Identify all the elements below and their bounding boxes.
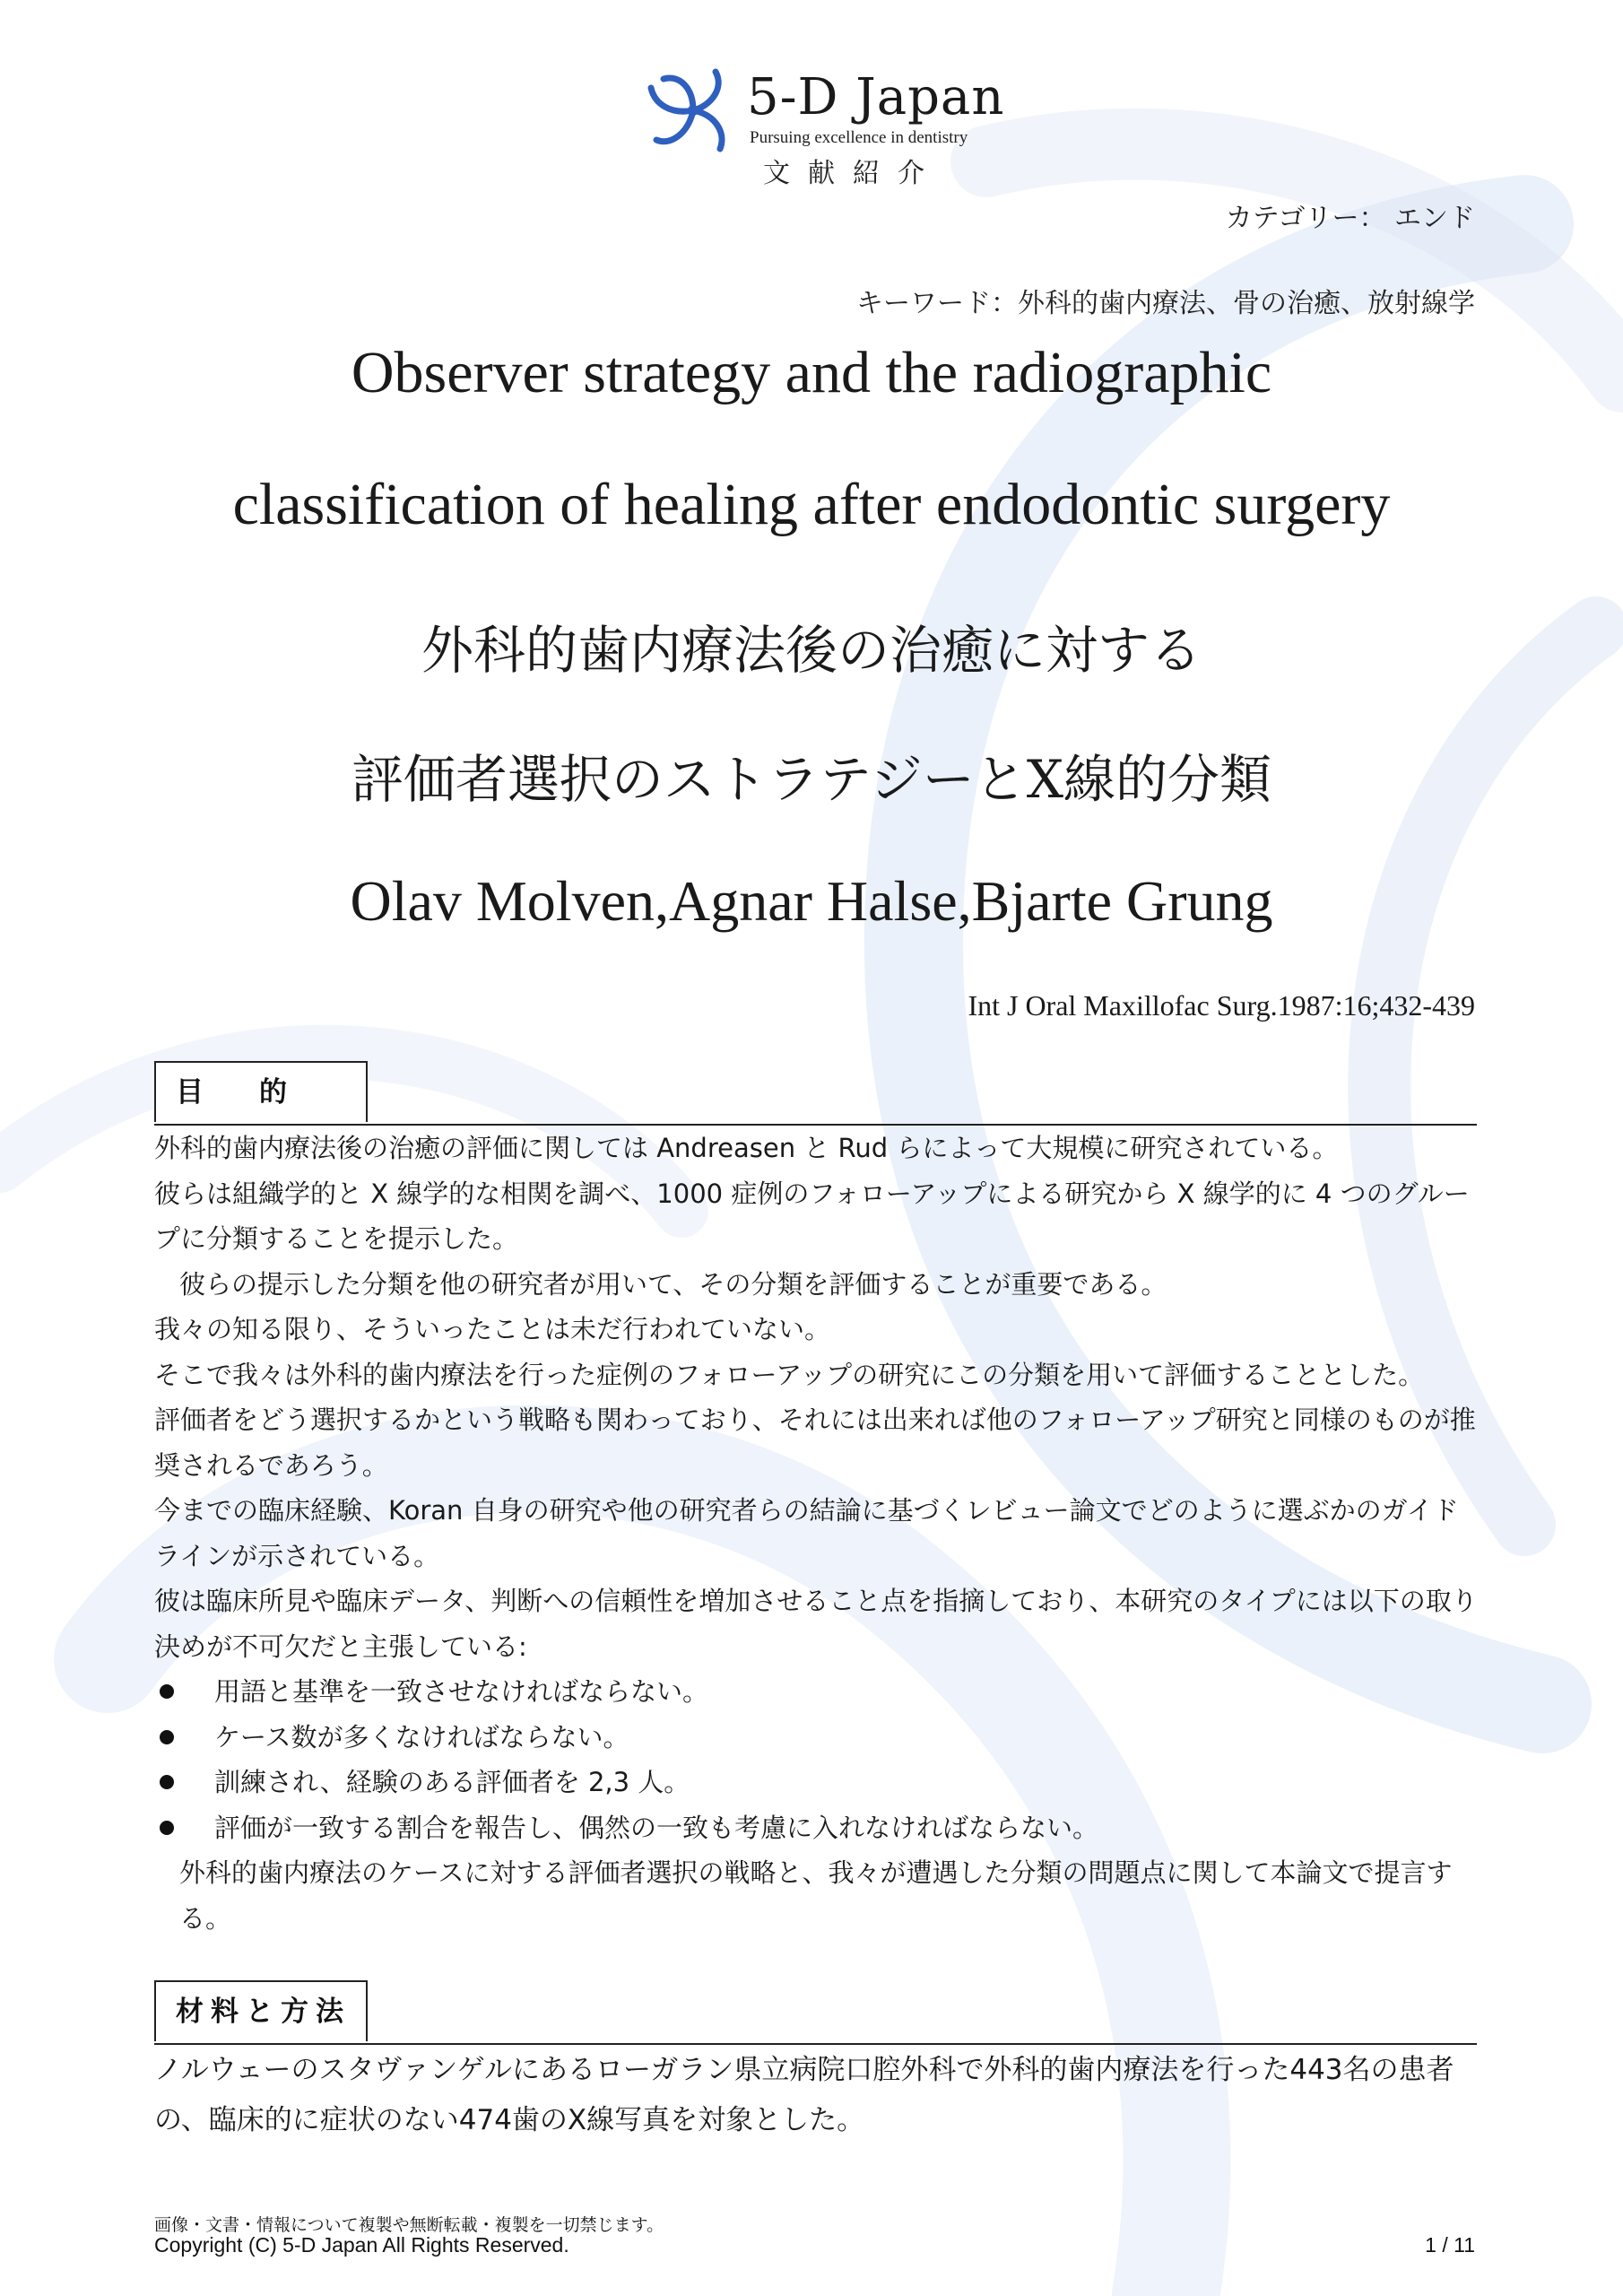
bullet-item: 用語と基準を一致させなければならない。: [154, 1669, 1481, 1715]
bullet-item: ケース数が多くなければならない。: [154, 1715, 1481, 1761]
journal-citation: Int J Oral Maxillofac Surg.1987:16;432-439: [968, 989, 1475, 1022]
paragraph: 我々の知る限り、そういったことは未だ行われていない。: [154, 1314, 831, 1344]
authors: Olav Molven,Agnar Halse,Bjarte Grung: [350, 869, 1273, 933]
paragraph: 外科的歯内療法のケースに対する評価者選択の戦略と、我々が遭遇した分類の問題点に関して本論文で提言する。: [179, 1857, 1453, 1934]
paragraph: 彼らは組織学的と X 線学的な相関を調べ、1000 症例のフォローアップによる研究から X 線学的に 4 つのグループに分類することを提示した。: [154, 1178, 1470, 1254]
bullet-item: 訓練され、経験のある評価者を 2,3 人。: [154, 1760, 1481, 1805]
purpose-body: [154, 1126, 1481, 1941]
title-ja-line2: 評価者選択のストラテジーとX線的分類: [351, 749, 1272, 810]
paragraph: 今までの臨床経験、Koran 自身の研究や他の研究者らの結論に基づくレビュー論文でどのように選ぶかのガイドラインが示されている。: [154, 1495, 1459, 1571]
title-ja-line1: 外科的歯内療法後の治癒に対する: [421, 620, 1202, 681]
title-en-line1: Observer strategy and the radiographic: [351, 340, 1272, 405]
paragraph: 評価者をどう選択するかという戦略も関わっており、それには出来れば他のフォローアップ研究と同様のものが推奨されるであろう。: [154, 1405, 1476, 1481]
logo-name: 5-D Japan: [747, 68, 1005, 126]
logo: [644, 61, 1005, 196]
footer-notice: 画像・文書・情報について複製や無断転載・複製を一切禁じます。: [154, 2215, 664, 2235]
paragraph: そこで我々は外科的歯内療法を行った症例のフォローアップの研究にこの分類を用いて評価することとした。: [154, 1359, 1425, 1390]
methods-body: [154, 2045, 1481, 2145]
bullet-dot-icon: [160, 1821, 174, 1835]
logo-subtitle: 文献紹介: [763, 158, 942, 189]
footer-copyright: Copyright (C) 5-D Japan All Rights Reserved.: [154, 2233, 569, 2257]
paragraph: 外科的歯内療法後の治癒の評価に関しては Andreasen と Rud らによって大規模に研究されている。: [154, 1133, 1339, 1163]
bullet-dot-icon: [160, 1730, 174, 1744]
logo-flower-icon: [644, 61, 742, 160]
section-heading-label: 材料と方法: [176, 1996, 351, 2028]
section-heading-box: [154, 1061, 368, 1122]
keywords-label: キーワード：外科的歯内療法、骨の治癒、放射線学: [856, 288, 1475, 319]
section-heading-label: 目的: [176, 1076, 343, 1109]
paragraph: 彼は臨床所見や臨床データ、判断への信頼性を増加させること点を指摘しており、本研究のタイプには以下の取り決めが不可欠だと主張している:: [154, 1586, 1478, 1662]
category-label: カテゴリー： エンド: [1225, 203, 1475, 234]
section-heading-purpose: [154, 1061, 1477, 1126]
bullet-dot-icon: [160, 1775, 174, 1789]
bullet-dot-icon: [160, 1684, 174, 1699]
section-heading-methods: [154, 1980, 1477, 2045]
title-en-line2: classification of healing after endodontic surgery: [232, 472, 1391, 537]
logo-tagline: Pursuing excellence in dentistry: [750, 128, 968, 147]
bullet-item: 評価が一致する割合を報告し、偶然の一致も考慮に入れなければならない。: [154, 1805, 1481, 1851]
section-heading-box: [154, 1980, 368, 2041]
paragraph: ノルウェーのスタヴァンゲルにあるローガラン県立病院口腔外科で外科的歯内療法を行った443名の患者の、臨床的に症状のない474歯のX線写真を対象とした。: [154, 2054, 1454, 2136]
page-number: 1 / 11: [1425, 2233, 1475, 2257]
paragraph: 彼らの提示した分類を他の研究者が用いて、その分類を評価することが重要である。: [179, 1268, 1167, 1300]
